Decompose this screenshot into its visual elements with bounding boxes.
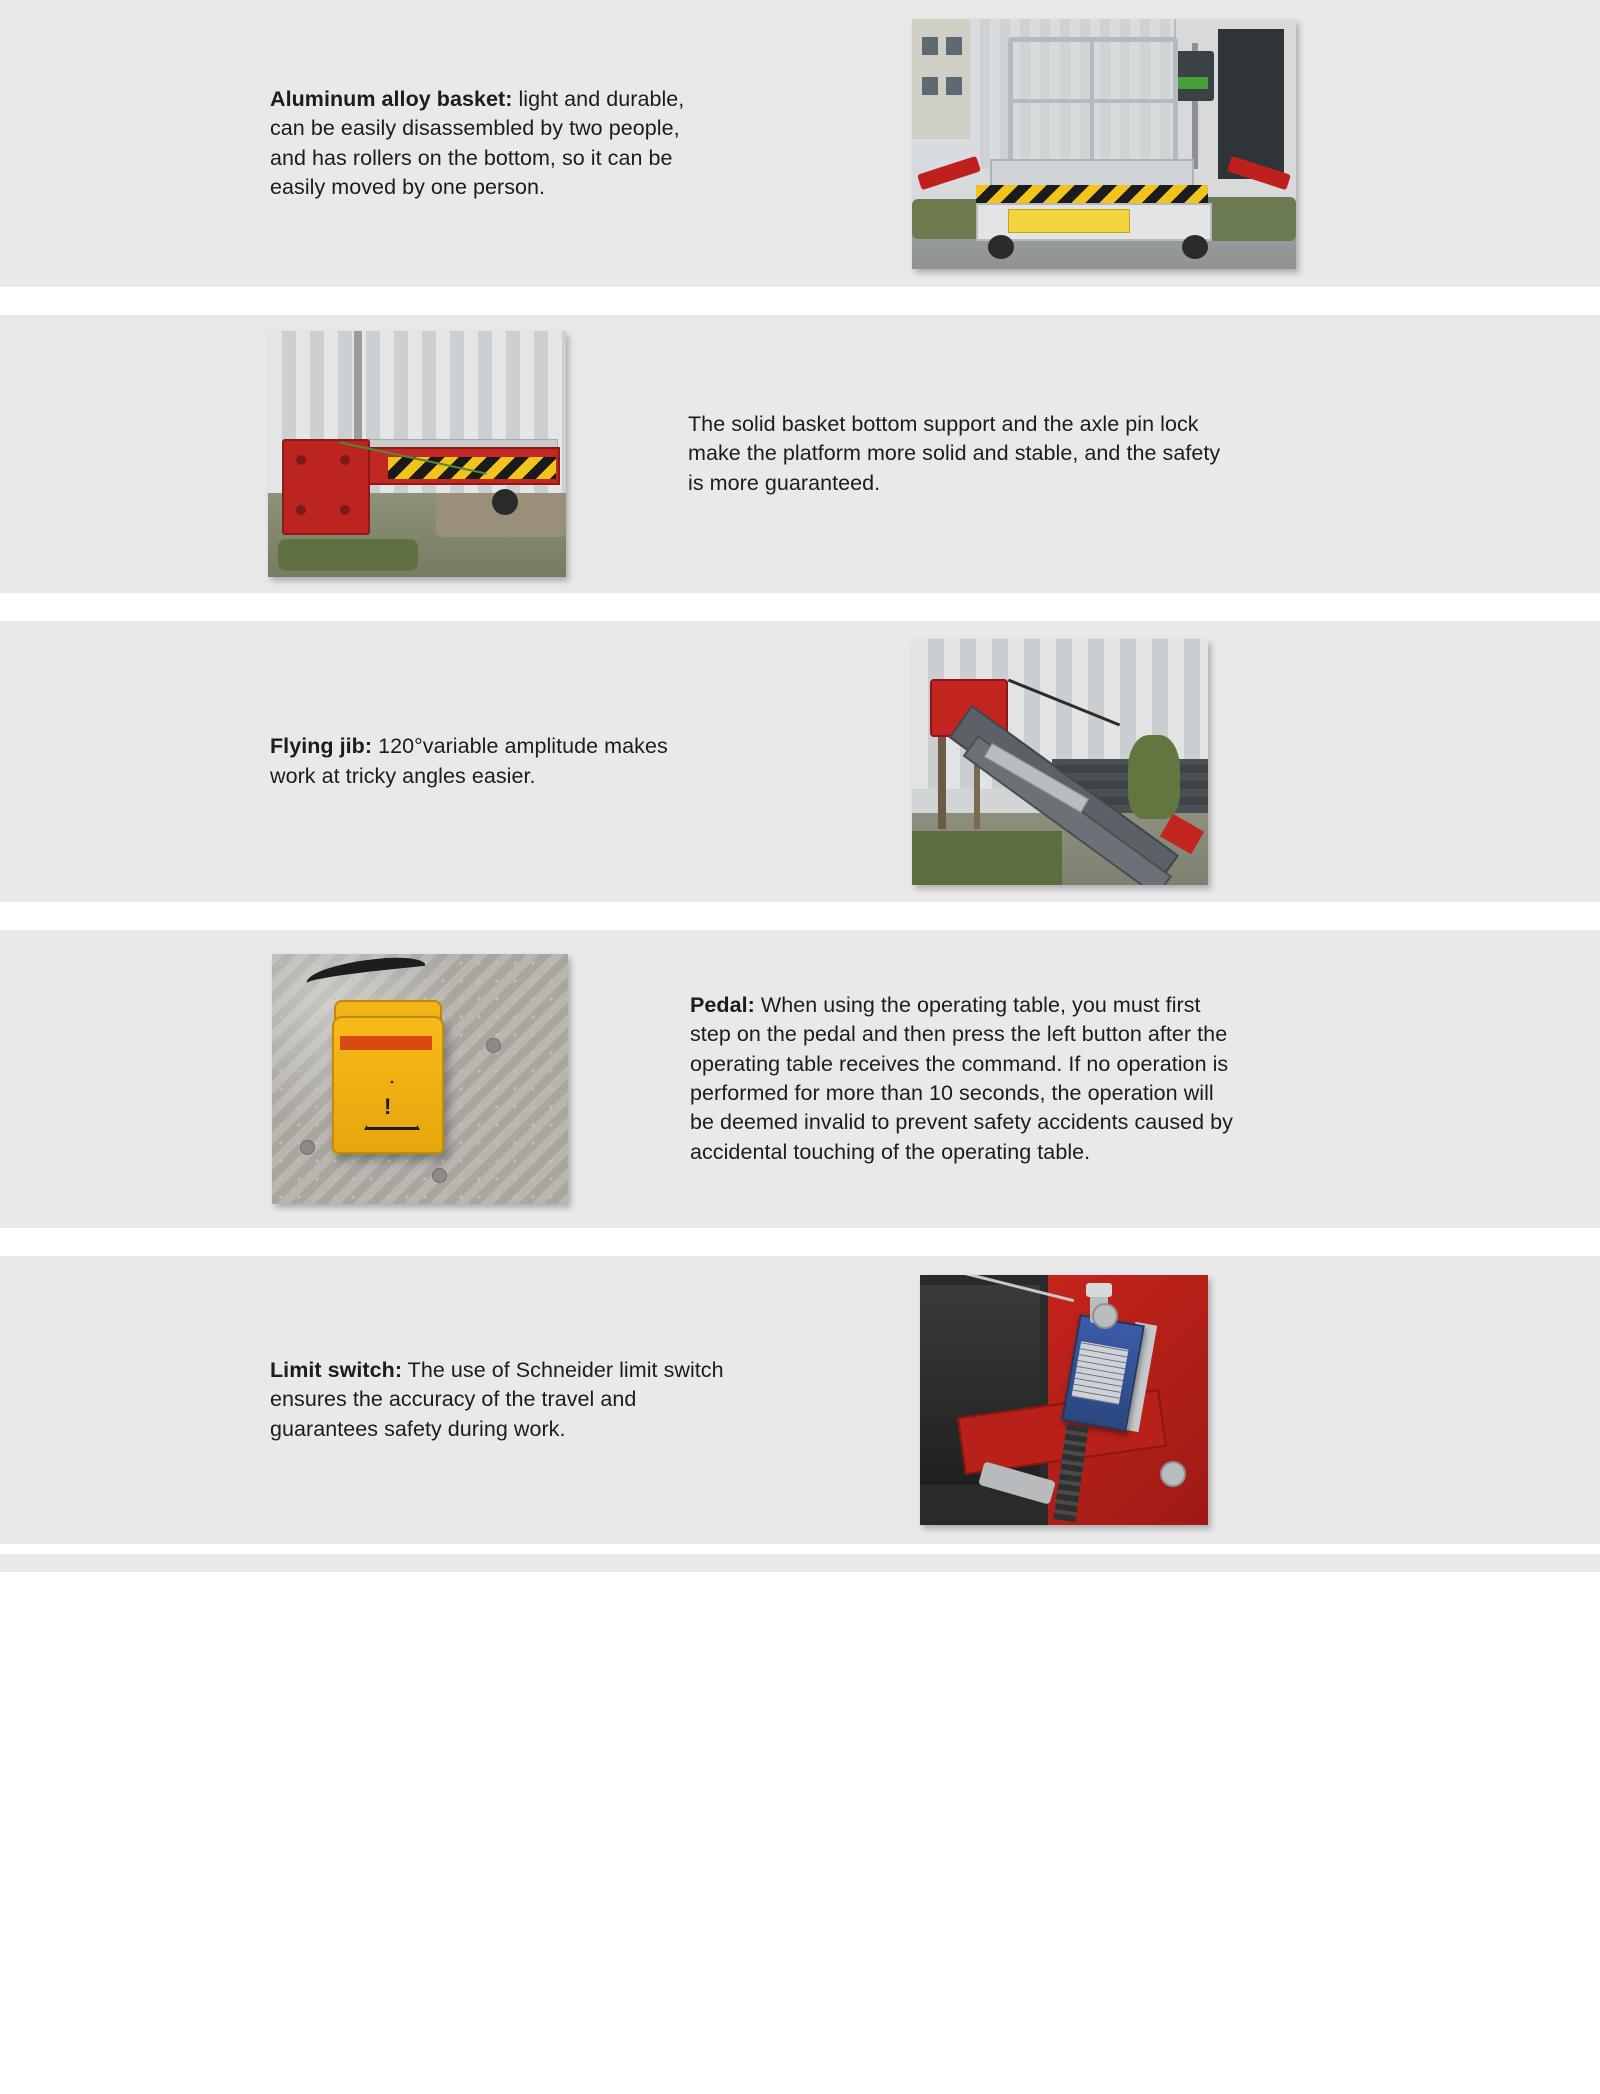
band-gap bbox=[0, 593, 1600, 621]
band-gap bbox=[0, 287, 1600, 315]
section-3-body: 120°variable amplitude makes work at tricky angles easier. bbox=[270, 734, 668, 788]
section-1-lead: Aluminum alloy basket: bbox=[270, 86, 513, 111]
control-cabinet bbox=[1174, 51, 1214, 101]
warning-strip bbox=[340, 1036, 432, 1050]
bolt-icon bbox=[340, 455, 350, 465]
section-5-lead: Limit switch: bbox=[270, 1357, 403, 1382]
hazard-stripe bbox=[976, 185, 1208, 203]
section-basket-bottom-support bbox=[0, 315, 1600, 593]
section-limit-switch bbox=[0, 1256, 1600, 1544]
bolt-icon bbox=[296, 455, 306, 465]
section-1-text bbox=[270, 63, 700, 224]
warning-exclamation-icon bbox=[368, 1086, 412, 1124]
basket-deck bbox=[990, 159, 1194, 187]
bolt-icon bbox=[1092, 1303, 1118, 1329]
flying-jib-photo bbox=[912, 639, 1208, 885]
next-section-band bbox=[0, 1554, 1600, 1572]
hex-nut-icon bbox=[1086, 1283, 1112, 1297]
roller-wheel bbox=[492, 489, 518, 515]
bolt-icon bbox=[300, 1140, 315, 1155]
grass-patch bbox=[278, 539, 418, 571]
red-support-beam bbox=[282, 439, 370, 535]
bolt-icon bbox=[486, 1038, 501, 1053]
section-2-body: The solid basket bottom support and the axle pin lock make the platform more solid and stable, and the safety is more guaranteed. bbox=[688, 411, 1221, 495]
section-pedal bbox=[0, 930, 1600, 1228]
doorway bbox=[1218, 29, 1284, 179]
section-2-text bbox=[688, 388, 1233, 519]
section-4-text bbox=[690, 969, 1242, 1189]
section-5-text bbox=[270, 1334, 740, 1465]
window-icon bbox=[946, 37, 962, 55]
section-1-body: light and durable, can be easily disassembled by two people, and has rollers on the bottom, so it can be easily moved by one person. bbox=[270, 86, 685, 199]
section-1-paragraph bbox=[270, 85, 700, 203]
section-5-image-wrap bbox=[920, 1275, 1208, 1525]
section-4-image-wrap bbox=[272, 954, 568, 1204]
red-outrigger-left bbox=[917, 155, 981, 189]
hazard-stripe bbox=[388, 457, 556, 479]
window-icon bbox=[922, 77, 938, 95]
bolt-icon bbox=[340, 505, 350, 515]
section-2-image-wrap bbox=[268, 331, 566, 577]
wheel-left bbox=[988, 235, 1014, 259]
section-2-paragraph bbox=[688, 410, 1233, 498]
basket-railing bbox=[1008, 37, 1178, 167]
band-gap bbox=[0, 1228, 1600, 1256]
section-5-body: The use of Schneider limit switch ensures the accuracy of the travel and guarantees safety during work. bbox=[270, 1357, 724, 1441]
section-4-paragraph bbox=[690, 991, 1242, 1168]
window-icon bbox=[946, 77, 962, 95]
window-icon bbox=[922, 37, 938, 55]
limit-switch-photo bbox=[920, 1275, 1208, 1525]
section-4-lead: Pedal: bbox=[690, 992, 755, 1017]
switch-label bbox=[1072, 1341, 1129, 1404]
section-4-body: When using the operating table, you must first step on the pedal and then press the left button after the operating table receives the command. If no operation is performed for more than 10 seconds, the operation will be deemed invalid to prevent safety accidents caused by accidental touching of the operating table. bbox=[690, 992, 1233, 1164]
aluminum-alloy-basket-photo bbox=[912, 19, 1296, 269]
section-aluminum-alloy-basket bbox=[0, 0, 1600, 287]
band-gap bbox=[0, 902, 1600, 930]
bolt-icon bbox=[432, 1168, 447, 1183]
section-3-lead: Flying jib: bbox=[270, 734, 373, 759]
section-flying-jib bbox=[0, 621, 1600, 902]
section-3-text bbox=[270, 711, 690, 813]
basket-bottom-support-photo bbox=[268, 331, 566, 577]
section-5-paragraph bbox=[270, 1356, 740, 1444]
section-3-paragraph bbox=[270, 732, 690, 791]
grass-patch bbox=[912, 831, 1062, 885]
section-1-image-wrap bbox=[912, 19, 1296, 269]
wheel-right bbox=[1182, 235, 1208, 259]
green-panel bbox=[1178, 77, 1208, 89]
section-3-image-wrap bbox=[912, 639, 1208, 885]
shrub bbox=[1128, 735, 1180, 819]
band-gap bbox=[0, 1544, 1600, 1554]
pedal-photo bbox=[272, 954, 568, 1204]
bolt-icon bbox=[296, 505, 306, 515]
warning-label bbox=[1008, 209, 1130, 233]
bolt-icon bbox=[1160, 1461, 1186, 1487]
